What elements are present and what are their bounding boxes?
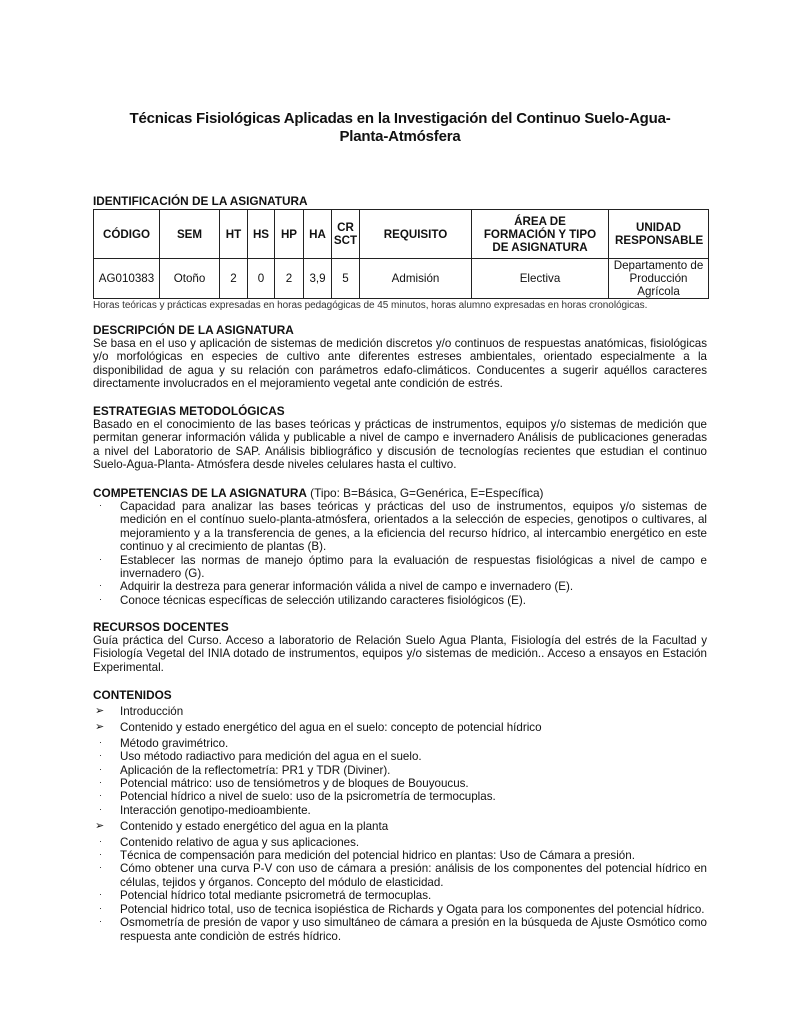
descripcion-heading: DESCRIPCIÓN DE LA ASIGNATURA <box>93 323 294 337</box>
list-item-text: Cómo obtener una curva P-V con uso de cámara a presión: análisis de los componentes del potencial hídrico en células, tejidos y órganos. Concepto del módulo de elasticidad. <box>120 862 707 889</box>
recursos-section <box>93 621 707 674</box>
header-hp: HP <box>275 210 304 259</box>
cell-ha: 3,9 <box>304 259 332 299</box>
dot-bullet-icon: · <box>99 889 102 900</box>
dot-bullet-icon: · <box>99 849 102 860</box>
list-item-text: Uso método radiactivo para medición del agua en el suelo. <box>120 750 422 764</box>
competencias-section <box>93 487 707 607</box>
identificacion-section <box>93 195 707 312</box>
list-item <box>93 500 707 554</box>
list-item-text: Potencial hídrico a nivel de suelo: uso de la psicrometría de termocuplas. <box>120 790 496 804</box>
list-item <box>93 705 707 718</box>
table-footnote: Horas teóricas y prácticas expresadas en horas pedagógicas de 45 minutos, horas alumno expresadas en horas cronológicas. <box>93 300 648 311</box>
list-item-text: Osmometría de presión de vapor y uso simultáneo de cámara a presión en la búsqueda de Ajuste Osmótico como respuesta ante condiciòn de estrés hídrico. <box>120 916 707 943</box>
cell-codigo: AG010383 <box>94 259 160 299</box>
descripcion-text: Se basa en el uso y aplicación de sistemas de medición discretos y/o continuos de respuestas anatómicas, fisiológicas y/o morfológicas en especies de cultivo ante diferentes estreses ambientales, orientado especialmente a la disponibilidad de agua y su relación con parámetros edafo-climáticos. Conducentes a sugerir aquéllos caracteres directamente involucrados en el mejoramiento vegetal ante condición de estrés. <box>93 337 707 391</box>
competencias-list <box>93 500 707 607</box>
list-item-text: Potencial mátrico: uso de tensiómetros y de bloques de Bouyoucus. <box>120 777 469 791</box>
arrow-bullet-icon: ➢ <box>95 705 105 717</box>
header-requisito: REQUISITO <box>360 210 472 259</box>
cell-cr-sct: 5 <box>332 259 360 299</box>
list-item <box>93 849 707 862</box>
list-item <box>93 916 707 943</box>
competencias-heading <box>93 487 707 500</box>
list-item-text: Aplicación de la reflectometría: PR1 y TDR (Diviner). <box>120 763 391 777</box>
dot-bullet-icon: · <box>99 750 102 761</box>
list-item-text: Contenido relativo de agua y sus aplicaciones. <box>120 835 360 849</box>
list-item <box>93 580 707 593</box>
dot-bullet-icon: · <box>99 803 102 814</box>
dot-bullet-icon: · <box>99 580 102 591</box>
dot-bullet-icon: · <box>99 777 102 788</box>
list-item-text: Establecer las normas de manejo óptimo para la evaluación de respuestas fisiológicas a nivel de campo e invernadero (G). <box>120 553 707 581</box>
estrategias-section <box>93 405 707 472</box>
list-item-text: Contenido y estado energético del agua en la planta <box>120 820 389 834</box>
header-hs: HS <box>248 210 275 259</box>
dot-bullet-icon: · <box>99 763 102 774</box>
dot-bullet-icon: · <box>99 593 102 604</box>
header-sem: SEM <box>160 210 220 259</box>
identificacion-heading: IDENTIFICACIÓN DE LA ASIGNATURA <box>93 194 308 208</box>
title-line-1: Técnicas Fisiológicas Aplicadas en la Investigación del Continuo Suelo-Agua- <box>129 110 671 127</box>
cell-ht: 2 <box>220 259 248 299</box>
list-item-text: Capacidad para analizar las bases teóricas y prácticas del uso de instrumentos, equipos y/o sistemas de medición en el contínuo suelo-planta-atmósfera, orientados a la selección de especies, genotipos o cultivares, al mejoramiento y a la transferencia de genes, a la eficiencia del recurso hídrico, al intercambio energético en este continuo y al crecimiento de plantas (B). <box>120 500 707 554</box>
header-codigo: CÓDIGO <box>94 210 160 259</box>
header-cr-sct: CR SCT <box>332 210 360 259</box>
list-item <box>93 554 707 581</box>
list-item-text: Introducción <box>120 705 184 718</box>
list-item <box>93 737 707 750</box>
list-item-text: Potencial hídrico total mediante psicrometrá de termocuplas. <box>120 889 432 903</box>
contenidos-heading: CONTENIDOS <box>93 688 172 702</box>
competencias-type-note: (Tipo: B=Básica, G=Genérica, E=Específica) <box>306 486 544 500</box>
list-item <box>93 764 707 777</box>
table-header-row <box>94 210 709 259</box>
list-item-text: Método gravimétrico. <box>120 736 229 750</box>
contenidos-list <box>93 705 707 943</box>
identificacion-table <box>93 209 709 299</box>
contenidos-section <box>93 689 707 943</box>
list-item-text: Adquirir la destreza para generar información válida a nivel de campo e invernadero (E). <box>120 580 574 594</box>
cell-area-formacion: Electiva <box>472 259 609 299</box>
list-item <box>93 777 707 790</box>
dot-bullet-icon: · <box>99 500 102 510</box>
competencias-heading-text: COMPETENCIAS DE LA ASIGNATURA <box>93 486 307 500</box>
dot-bullet-icon: · <box>99 916 102 927</box>
estrategias-text: Basado en el conocimiento de las bases teóricas y prácticas de instrumentos, equipos y/o sistemas de medición que permitan generar información válida y publicable a nivel de campo e invernadero Análisis de publicaciones generadas a nivel del Laboratorio de SAP. Análisis bibliográfico y discusión de tecnologías recientes que estudian el continuo Suelo-Agua-Planta- Atmósfera desde niveles celulares hasta el cultivo. <box>93 418 707 472</box>
cell-hp: 2 <box>275 259 304 299</box>
header-ht: HT <box>220 210 248 259</box>
list-item-text: Potencial hidrico total, uso de tecnica isopiéstica de Richards y Ogata para los componentes del potencial hídrico. <box>120 902 705 916</box>
list-item <box>93 790 707 803</box>
cell-requisito: Admisión <box>360 259 472 299</box>
estrategias-heading: ESTRATEGIAS METODOLÓGICAS <box>93 404 285 418</box>
cell-sem: Otoño <box>160 259 220 299</box>
list-item-text: Conoce técnicas específicas de selección utilizando caracteres fisiológicos (E). <box>120 593 526 607</box>
cell-hs: 0 <box>248 259 275 299</box>
list-item <box>93 889 707 902</box>
cell-unidad-responsable: Departamento de Producción Agrícola <box>609 259 709 299</box>
list-item-text: Interacción genotipo-medioambiente. <box>120 803 311 817</box>
list-item <box>93 750 707 763</box>
document-title <box>93 110 707 146</box>
list-item-text: Contenido y estado energético del agua en el suelo: concepto de potencial hídrico <box>120 721 542 735</box>
list-item <box>93 594 707 607</box>
list-item <box>93 903 707 916</box>
header-area-formacion: ÁREA DE FORMACIÓN Y TIPO DE ASIGNATURA <box>472 210 609 259</box>
arrow-bullet-icon: ➢ <box>95 721 105 734</box>
list-item <box>93 820 707 833</box>
list-item <box>93 804 707 817</box>
header-ha: HA <box>304 210 332 259</box>
title-line-2: Planta-Atmósfera <box>339 128 461 145</box>
dot-bullet-icon: · <box>99 736 102 747</box>
recursos-text: Guía práctica del Curso. Acceso a laboratorio de Relación Suelo Agua Planta, Fisiología del estrés de la Facultad y Fisiología Vegetal del INIA dotado de instrumentos, equipos y/o sistemas de medición.. Acceso a ensayos en Estación Experimental. <box>93 634 707 674</box>
dot-bullet-icon: · <box>99 790 102 801</box>
table-row <box>94 259 709 299</box>
dot-bullet-icon: · <box>99 835 102 846</box>
header-unidad-responsable: UNIDAD RESPONSABLE <box>609 210 709 259</box>
list-item <box>93 721 707 734</box>
dot-bullet-icon: · <box>99 902 102 913</box>
descripcion-section <box>93 324 707 391</box>
list-item <box>93 836 707 849</box>
list-item <box>93 862 707 889</box>
arrow-bullet-icon: ➢ <box>95 820 105 833</box>
recursos-heading: RECURSOS DOCENTES <box>93 620 229 634</box>
dot-bullet-icon: · <box>99 862 102 873</box>
list-item-text: Técnica de compensación para medición del potencial hidrico en plantas: Uso de Cámara a presión. <box>120 849 635 863</box>
dot-bullet-icon: · <box>99 553 102 564</box>
